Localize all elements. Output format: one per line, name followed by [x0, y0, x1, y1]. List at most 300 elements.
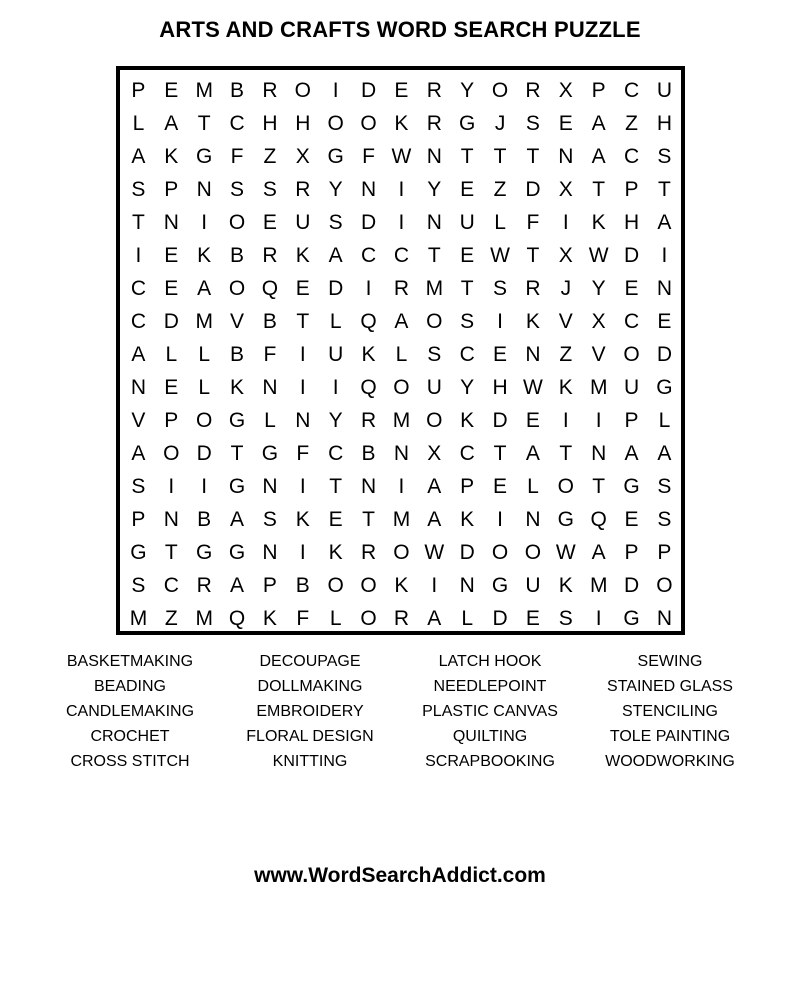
letter-grid: [122, 74, 681, 635]
grid-letter: C: [130, 277, 147, 300]
word-column: [580, 651, 760, 776]
grid-letter: N: [459, 574, 475, 597]
grid-letter: M: [589, 574, 608, 597]
grid-letter: V: [131, 409, 146, 432]
grid-letter: G: [491, 574, 509, 597]
grid-letter: P: [262, 574, 277, 597]
grid-letter: B: [295, 574, 310, 597]
grid-letter: K: [164, 145, 179, 168]
grid-letter: P: [624, 409, 639, 432]
grid-letter: I: [299, 343, 306, 366]
grid-letter: N: [262, 541, 278, 564]
grid-letter: E: [164, 376, 179, 399]
word-item: STAINED GLASS: [607, 678, 733, 695]
word-item: DOLLMAKING: [257, 678, 363, 695]
grid-letter: N: [426, 211, 442, 234]
grid-letter: R: [525, 277, 541, 300]
grid-letter: C: [623, 145, 640, 168]
grid-letter: N: [656, 277, 673, 300]
grid-letter: G: [130, 541, 147, 564]
grid-letter: I: [299, 541, 306, 564]
grid-letter: W: [588, 244, 609, 267]
grid-row: [122, 569, 681, 602]
grid-letter: O: [524, 541, 542, 564]
grid-letter: A: [591, 112, 606, 135]
word-item: DECOUPAGE: [259, 653, 361, 670]
grid-letter: C: [130, 310, 147, 333]
grid-letter: N: [262, 376, 278, 399]
grid-letter: Q: [360, 310, 377, 333]
grid-letter: E: [164, 79, 179, 102]
grid-letter: M: [195, 310, 213, 333]
grid-letter: S: [131, 475, 146, 498]
grid-letter: F: [263, 343, 277, 366]
grid-letter: D: [360, 211, 377, 234]
grid-letter: A: [591, 145, 606, 168]
grid-letter: S: [262, 178, 277, 201]
grid-letter: I: [201, 475, 208, 498]
grid-letter: A: [657, 211, 672, 234]
grid-letter: Y: [460, 79, 475, 102]
grid-letter: O: [623, 343, 640, 366]
grid-letter: K: [460, 409, 475, 432]
grid-letter: E: [460, 178, 475, 201]
grid-letter: C: [459, 442, 475, 465]
grid-letter: I: [299, 376, 306, 399]
grid-letter: R: [295, 178, 311, 201]
grid-letter: J: [560, 277, 572, 300]
grid-letter: O: [360, 607, 377, 630]
grid-letter: W: [424, 541, 445, 564]
grid-letter: Y: [328, 409, 343, 432]
grid-row: [122, 338, 681, 371]
grid-letter: V: [591, 343, 606, 366]
grid-letter: N: [196, 178, 212, 201]
grid-letter: N: [525, 343, 541, 366]
grid-row: [122, 107, 681, 140]
grid-letter: G: [459, 112, 476, 135]
grid-letter: E: [460, 244, 475, 267]
grid-row: [122, 140, 681, 173]
grid-letter: E: [493, 343, 508, 366]
grid-letter: N: [360, 475, 377, 498]
grid-letter: O: [426, 310, 443, 333]
grid-letter: P: [624, 178, 639, 201]
grid-letter: O: [393, 376, 410, 399]
word-item: CROSS STITCH: [70, 753, 190, 770]
grid-letter: R: [393, 607, 410, 630]
grid-letter: O: [196, 409, 213, 432]
grid-letter: G: [228, 541, 246, 564]
grid-letter: C: [623, 310, 640, 333]
grid-letter: X: [558, 79, 573, 102]
grid-letter: F: [296, 442, 310, 465]
grid-letter: I: [299, 475, 306, 498]
grid-letter: T: [526, 145, 540, 168]
grid-letter: X: [427, 442, 442, 465]
grid-letter: R: [426, 112, 442, 135]
grid-letter: U: [525, 574, 541, 597]
grid-letter: F: [362, 145, 375, 168]
grid-letter: O: [228, 277, 246, 300]
word-column: [400, 651, 580, 776]
grid-letter: K: [591, 211, 606, 234]
grid-letter: M: [392, 409, 411, 432]
grid-letter: K: [328, 541, 343, 564]
grid-letter: Z: [625, 112, 638, 135]
grid-letter: I: [201, 211, 208, 234]
grid-letter: L: [198, 343, 211, 366]
grid-letter: M: [195, 607, 213, 630]
grid-letter: F: [526, 211, 540, 234]
grid-letter: Y: [460, 376, 475, 399]
grid-letter: K: [558, 574, 573, 597]
grid-letter: P: [591, 79, 606, 102]
grid-letter: G: [196, 541, 213, 564]
grid-letter: D: [196, 442, 212, 465]
grid-letter: E: [624, 508, 639, 531]
grid-letter: G: [327, 145, 344, 168]
grid-letter: V: [230, 310, 245, 333]
grid-letter: D: [163, 310, 179, 333]
grid-letter: T: [559, 442, 573, 465]
grid-letter: I: [365, 277, 372, 300]
grid-letter: G: [228, 409, 246, 432]
grid-letter: W: [391, 145, 412, 168]
grid-letter: R: [262, 79, 278, 102]
grid-row: [122, 272, 681, 305]
grid-letter: B: [197, 508, 212, 531]
word-item: NEEDLEPOINT: [433, 678, 547, 695]
grid-letter: U: [328, 343, 344, 366]
grid-letter: A: [394, 310, 409, 333]
grid-letter: L: [132, 112, 145, 135]
grid-letter: I: [562, 409, 569, 432]
grid-letter: N: [558, 145, 574, 168]
grid-letter: U: [656, 79, 673, 102]
grid-letter: N: [360, 178, 377, 201]
grid-letter: H: [295, 112, 311, 135]
grid-letter: P: [131, 508, 146, 531]
word-item: EMBROIDERY: [256, 703, 364, 720]
grid-letter: O: [557, 475, 574, 498]
grid-letter: P: [131, 79, 146, 102]
grid-letter: A: [164, 112, 179, 135]
grid-letter: A: [427, 607, 442, 630]
grid-row: [122, 536, 681, 569]
grid-letter: T: [592, 475, 606, 498]
grid-letter: N: [295, 409, 311, 432]
grid-row: [122, 239, 681, 272]
grid-letter: T: [132, 211, 145, 234]
word-list: [40, 651, 760, 776]
grid-letter: C: [623, 79, 640, 102]
grid-letter: H: [492, 376, 508, 399]
grid-letter: I: [135, 244, 142, 267]
grid-letter: U: [459, 211, 475, 234]
word-item: CROCHET: [90, 728, 170, 745]
grid-letter: T: [460, 145, 474, 168]
grid-letter: C: [459, 343, 475, 366]
grid-letter: G: [228, 475, 246, 498]
grid-letter: C: [229, 112, 245, 135]
grid-row: [122, 305, 681, 338]
grid-letter: O: [294, 79, 311, 102]
grid-letter: K: [394, 574, 409, 597]
grid-letter: N: [393, 442, 410, 465]
grid-letter: S: [493, 277, 508, 300]
grid-letter: S: [131, 574, 146, 597]
grid-letter: K: [525, 310, 540, 333]
grid-letter: D: [328, 277, 344, 300]
grid-letter: K: [295, 508, 310, 531]
grid-letter: I: [332, 376, 339, 399]
word-item: BASKETMAKING: [66, 653, 194, 670]
grid-letter: T: [493, 442, 507, 465]
grid-letter: B: [230, 244, 245, 267]
grid-letter: G: [656, 376, 673, 399]
word-item: SCRAPBOOKING: [425, 753, 555, 770]
grid-letter: X: [558, 178, 573, 201]
grid-letter: R: [525, 79, 541, 102]
grid-letter: I: [431, 574, 438, 597]
grid-letter: N: [426, 145, 442, 168]
grid-letter: O: [360, 574, 377, 597]
grid-letter: U: [426, 376, 442, 399]
grid-letter: E: [624, 277, 639, 300]
word-item: LATCH HOOK: [438, 653, 542, 670]
grid-letter: S: [230, 178, 245, 201]
grid-letter: C: [328, 442, 344, 465]
grid-letter: T: [362, 508, 375, 531]
grid-letter: A: [427, 475, 442, 498]
grid-letter: H: [262, 112, 278, 135]
grid-letter: C: [360, 244, 377, 267]
grid-row: [122, 74, 681, 107]
grid-letter: E: [525, 409, 540, 432]
grid-letter: T: [493, 145, 507, 168]
grid-letter: M: [195, 79, 213, 102]
grid-letter: A: [230, 574, 245, 597]
grid-letter: E: [328, 508, 343, 531]
grid-letter: E: [295, 277, 310, 300]
grid-letter: Z: [493, 178, 507, 201]
puzzle-grid-frame: [116, 66, 685, 635]
grid-letter: T: [296, 310, 310, 333]
grid-letter: R: [426, 79, 442, 102]
grid-letter: P: [657, 541, 672, 564]
grid-letter: B: [230, 343, 245, 366]
grid-letter: A: [131, 343, 146, 366]
grid-letter: O: [426, 409, 443, 432]
grid-letter: X: [295, 145, 310, 168]
grid-letter: A: [131, 145, 146, 168]
word-item: STENCILING: [621, 703, 718, 720]
grid-letter: Z: [559, 343, 573, 366]
grid-letter: I: [398, 178, 405, 201]
grid-letter: M: [129, 607, 148, 630]
grid-letter: I: [595, 607, 602, 630]
grid-letter: E: [164, 277, 179, 300]
grid-letter: O: [491, 541, 509, 564]
grid-letter: I: [168, 475, 175, 498]
word-item: TOLE PAINTING: [609, 728, 731, 745]
grid-letter: E: [657, 310, 672, 333]
grid-letter: S: [525, 112, 540, 135]
grid-letter: A: [427, 508, 442, 531]
grid-letter: I: [595, 409, 602, 432]
grid-letter: S: [558, 607, 573, 630]
grid-letter: O: [327, 574, 344, 597]
grid-letter: D: [492, 607, 508, 630]
site-url: www.WordSearchAddict.com: [254, 864, 546, 887]
grid-letter: X: [558, 244, 573, 267]
grid-letter: K: [262, 607, 277, 630]
grid-letter: Q: [590, 508, 607, 531]
grid-letter: L: [527, 475, 539, 498]
grid-letter: F: [296, 607, 310, 630]
word-item: FLORAL DESIGN: [246, 728, 374, 745]
grid-letter: R: [360, 409, 377, 432]
grid-row: [122, 173, 681, 206]
grid-letter: S: [262, 508, 277, 531]
grid-letter: F: [230, 145, 244, 168]
grid-letter: T: [658, 178, 671, 201]
grid-letter: L: [395, 343, 408, 366]
grid-letter: I: [497, 508, 503, 531]
grid-letter: A: [197, 277, 212, 300]
grid-letter: S: [328, 211, 343, 234]
grid-letter: L: [658, 409, 671, 432]
grid-letter: O: [163, 442, 180, 465]
grid-letter: R: [196, 574, 212, 597]
grid-letter: K: [394, 112, 409, 135]
grid-letter: O: [228, 211, 246, 234]
grid-letter: M: [392, 508, 411, 531]
grid-letter: T: [460, 277, 474, 300]
grid-letter: I: [398, 475, 405, 498]
grid-letter: W: [555, 541, 576, 564]
grid-letter: P: [624, 541, 639, 564]
grid-letter: W: [490, 244, 510, 267]
grid-letter: J: [494, 112, 506, 135]
grid-letter: B: [230, 79, 245, 102]
grid-letter: Z: [164, 607, 178, 630]
grid-letter: E: [558, 112, 573, 135]
grid-letter: A: [328, 244, 343, 267]
grid-letter: N: [262, 475, 278, 498]
grid-letter: P: [164, 178, 179, 201]
grid-letter: P: [164, 409, 179, 432]
grid-letter: K: [295, 244, 310, 267]
grid-letter: N: [130, 376, 147, 399]
grid-letter: Z: [263, 145, 277, 168]
grid-row: [122, 503, 681, 536]
grid-letter: K: [361, 343, 376, 366]
grid-letter: E: [164, 244, 179, 267]
grid-letter: I: [332, 79, 339, 102]
grid-letter: S: [427, 343, 442, 366]
grid-row: [122, 371, 681, 404]
grid-letter: S: [131, 178, 146, 201]
grid-letter: P: [460, 475, 475, 498]
word-item: SEWING: [637, 653, 703, 670]
grid-letter: Y: [591, 277, 606, 300]
grid-letter: K: [558, 376, 573, 399]
grid-letter: E: [262, 211, 277, 234]
word-item: KNITTING: [272, 753, 348, 770]
grid-letter: D: [656, 343, 673, 366]
grid-letter: A: [525, 442, 540, 465]
grid-letter: T: [197, 112, 211, 135]
grid-letter: O: [327, 112, 344, 135]
grid-letter: T: [592, 178, 606, 201]
grid-row: [122, 206, 681, 239]
grid-letter: X: [591, 310, 606, 333]
grid-letter: I: [398, 211, 405, 234]
grid-letter: G: [557, 508, 574, 531]
grid-letter: K: [197, 244, 212, 267]
grid-letter: M: [425, 277, 444, 300]
grid-letter: O: [656, 574, 673, 597]
grid-letter: N: [656, 607, 673, 630]
grid-letter: L: [494, 211, 506, 234]
puzzle-title: ARTS AND CRAFTS WORD SEARCH PUZZLE: [159, 17, 641, 42]
grid-letter: T: [230, 442, 244, 465]
grid-letter: D: [525, 178, 541, 201]
grid-letter: A: [131, 442, 146, 465]
grid-letter: N: [591, 442, 607, 465]
grid-letter: N: [163, 508, 179, 531]
grid-letter: D: [623, 244, 640, 267]
word-column: [40, 651, 220, 776]
grid-letter: N: [163, 211, 179, 234]
grid-letter: D: [459, 541, 475, 564]
grid-letter: Q: [228, 607, 246, 630]
grid-letter: S: [657, 145, 672, 168]
grid-letter: D: [492, 409, 508, 432]
grid-letter: G: [623, 475, 640, 498]
grid-letter: T: [427, 244, 441, 267]
word-item: PLASTIC CANVAS: [422, 703, 558, 720]
grid-letter: K: [230, 376, 245, 399]
grid-letter: G: [261, 442, 279, 465]
grid-letter: B: [262, 310, 277, 333]
word-item: BEADING: [93, 678, 166, 695]
grid-letter: L: [461, 607, 474, 630]
grid-letter: R: [360, 541, 377, 564]
grid-letter: U: [623, 376, 640, 399]
grid-letter: T: [164, 541, 178, 564]
word-column: [220, 651, 400, 776]
grid-letter: G: [196, 145, 213, 168]
grid-letter: N: [525, 508, 541, 531]
grid-letter: E: [525, 607, 540, 630]
grid-letter: O: [360, 112, 377, 135]
grid-letter: S: [460, 310, 475, 333]
grid-letter: O: [393, 541, 410, 564]
grid-letter: L: [198, 376, 211, 399]
grid-letter: Q: [360, 376, 377, 399]
grid-letter: V: [558, 310, 573, 333]
grid-letter: H: [656, 112, 673, 135]
grid-letter: S: [657, 475, 672, 498]
grid-letter: L: [165, 343, 178, 366]
grid-letter: G: [623, 607, 640, 630]
grid-letter: I: [497, 310, 503, 333]
grid-letter: S: [657, 508, 672, 531]
grid-letter: T: [526, 244, 540, 267]
